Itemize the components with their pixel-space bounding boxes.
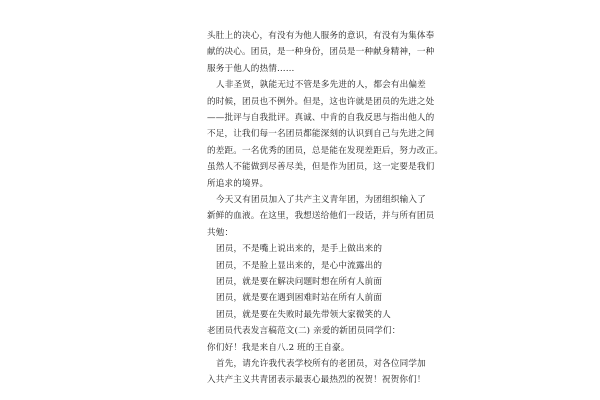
text-line: 共勉：: [207, 227, 234, 238]
text-line: 今天又有团员加入了共产主义青年团，为团组织输入了: [216, 195, 426, 205]
text-line: 献的决心。团员，是一种身份，团员是一种献身精神，一种: [207, 47, 435, 58]
text-line: 团员，不是脸上显出来的，是心中流露出的: [216, 260, 383, 271]
text-line: 你们好！我是来自八.2 班的王自豪。: [207, 342, 350, 353]
text-line: 团员，就是要在失败时最先带领大家微笑的人: [216, 309, 391, 320]
text-line: 头肚上的决心，有没有为他人服务的意识，有没有为集体奉: [207, 31, 435, 41]
text-line: 团员，不是嘴上说出来的，是手上做出来的: [216, 244, 383, 255]
text-line: ——批评与自我批评。真诚、中肯的自我反思与指出他人的: [207, 113, 435, 123]
text-line: 服务于他人的热情……: [207, 63, 295, 74]
text-line: 团员，就是要在解决问题时想在所有人前面: [216, 277, 383, 287]
text-line: 首先，请允许我代表学校所有的老团员，对各位同学加: [216, 359, 426, 369]
text-line: 不足，让我们每一名团员都能深刻的认识到自己与先进之间: [207, 129, 435, 140]
text-line: 团员，就是要在遇到困难时站在所有人前面: [216, 293, 383, 304]
text-line: 虽然人不能做到尽善尽美，但是作为团员，这一定要是我们: [207, 162, 435, 173]
text-line: 入共产主义共青团表示最衷心最热烈的祝贺！祝贺你们！: [207, 375, 426, 386]
text-line: 的差距。一名优秀的团员，总是能在发现差距后，努力改正。: [207, 145, 444, 156]
text-line: 人非圣贤，孰能无过不管是多先进的人，都会有出偏差: [216, 80, 426, 91]
text-line: 所追求的境界。: [207, 178, 269, 189]
text-line: 新鲜的血液。在这里，我想送给他们一段话，并与所有团员: [207, 211, 435, 222]
section-heading-line: 老团员代表发言稿范文(二) 亲爱的新团员同学们：: [207, 326, 401, 337]
text-line: 的时候，团员也不例外。但是，这也许就是团员的先进之处: [207, 96, 435, 107]
